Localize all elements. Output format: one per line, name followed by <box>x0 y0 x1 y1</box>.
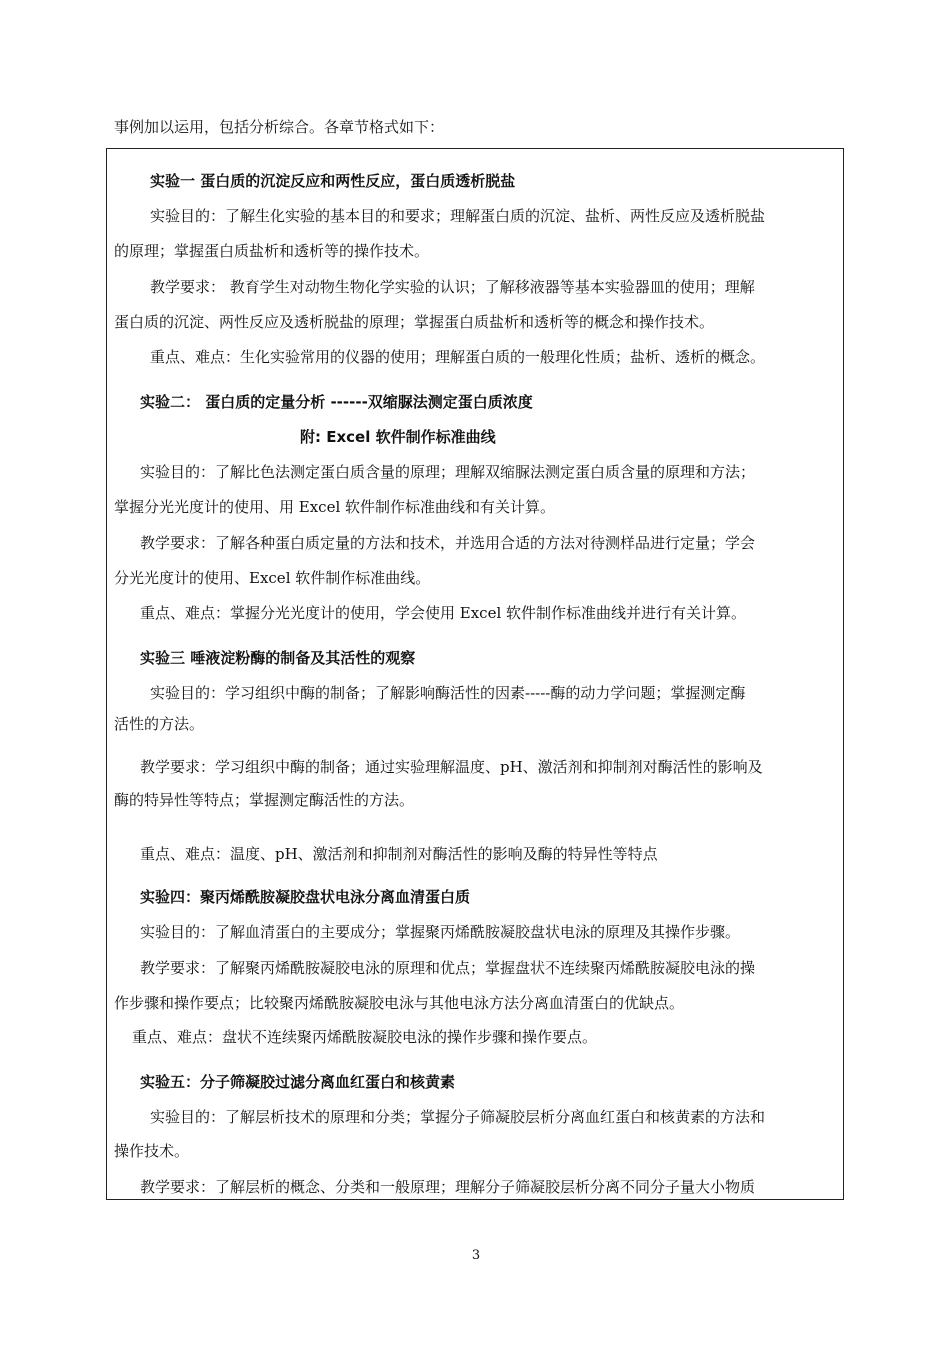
paragraph-line: 掌握分光光度计的使用、用 Excel 软件制作标准曲线和有关计算。 <box>114 498 556 516</box>
paragraph-line: 教学要求：了解层析的概念、分类和一般原理；理解分子筛凝胶层析分离不同分子量大小物质 <box>140 1178 756 1196</box>
experiment-4-heading: 实验四：聚丙烯酰胺凝胶盘状电泳分离血清蛋白质 <box>140 888 471 906</box>
paragraph-line: 蛋白质的沉淀、两性反应及透析脱盐的原理；掌握蛋白质盐析和透析等的概念和操作技术。 <box>114 313 715 331</box>
paragraph-line: 作步骤和操作要点；比较聚丙烯酰胺凝胶电泳与其他电泳方法分离血清蛋白的优缺点。 <box>114 994 685 1012</box>
paragraph-line: 重点、难点：掌握分光光度计的使用，学会使用 Excel 软件制作标准曲线并进行有关计算。 <box>140 604 747 622</box>
paragraph-line: 实验目的：学习组织中酶的制备；了解影响酶活性的因素-----酶的动力学问题；掌握测定酶 <box>150 684 746 702</box>
paragraph-line: 分光光度计的使用、Excel 软件制作标准曲线。 <box>114 569 431 587</box>
experiment-2-subheading: 附: Excel 软件制作标准曲线 <box>300 428 496 446</box>
experiment-5-heading: 实验五：分子筛凝胶过滤分离血红蛋白和核黄素 <box>140 1073 456 1091</box>
paragraph-line: 重点、难点：盘状不连续聚丙烯酰胺凝胶电泳的操作步骤和操作要点。 <box>132 1028 598 1046</box>
paragraph-line: 酶的特异性等特点；掌握测定酶活性的方法。 <box>114 791 415 809</box>
page-number: 3 <box>471 1248 481 1263</box>
experiment-3-heading: 实验三 唾液淀粉酶的制备及其活性的观察 <box>140 649 416 667</box>
experiment-2-heading: 实验二： 蛋白质的定量分析 ------双缩脲法测定蛋白质浓度 <box>140 393 533 411</box>
paragraph-line: 实验目的：了解血清蛋白的主要成分；掌握聚丙烯酰胺凝胶盘状电泳的原理及其操作步骤。 <box>140 923 741 941</box>
paragraph-line: 实验目的：了解生化实验的基本目的和要求；理解蛋白质的沉淀、盐析、两性反应及透析脱盐 <box>150 207 766 225</box>
paragraph-line: 重点、难点：温度、pH、激活剂和抑制剂对酶活性的影响及酶的特异性等特点 <box>140 845 658 863</box>
intro-text: 事例加以运用，包括分析综合。各章节格式如下： <box>114 118 445 136</box>
experiment-1-heading: 实验一 蛋白质的沉淀反应和两性反应，蛋白质透析脱盐 <box>150 172 516 190</box>
paragraph-line: 教学要求：了解各种蛋白质定量的方法和技术，并选用合适的方法对待测样品进行定量；学会 <box>140 534 756 552</box>
paragraph-line: 教学要求：学习组织中酶的制备；通过实验理解温度、pH、激活剂和抑制剂对酶活性的影响及 <box>140 758 763 776</box>
paragraph-line: 实验目的：了解比色法测定蛋白质含量的原理；理解双缩脲法测定蛋白质含量的原理和方法； <box>140 463 756 481</box>
paragraph-line: 实验目的：了解层析技术的原理和分类；掌握分子筛凝胶层析分离血红蛋白和核黄素的方法和 <box>150 1108 766 1126</box>
paragraph-line: 操作技术。 <box>114 1142 190 1160</box>
paragraph-line: 活性的方法。 <box>114 715 205 733</box>
paragraph-line: 重点、难点：生化实验常用的仪器的使用；理解蛋白质的一般理化性质；盐析、透析的概念。 <box>150 348 766 366</box>
paragraph-line: 教学要求：了解聚丙烯酰胺凝胶电泳的原理和优点；掌握盘状不连续聚丙烯酰胺凝胶电泳的操 <box>140 959 756 977</box>
paragraph-line: 的原理；掌握蛋白质盐析和透析等的操作技术。 <box>114 242 430 260</box>
paragraph-line: 教学要求： 教育学生对动物生物化学实验的认识；了解移液器等基本实验器皿的使用；理解 <box>150 278 755 296</box>
